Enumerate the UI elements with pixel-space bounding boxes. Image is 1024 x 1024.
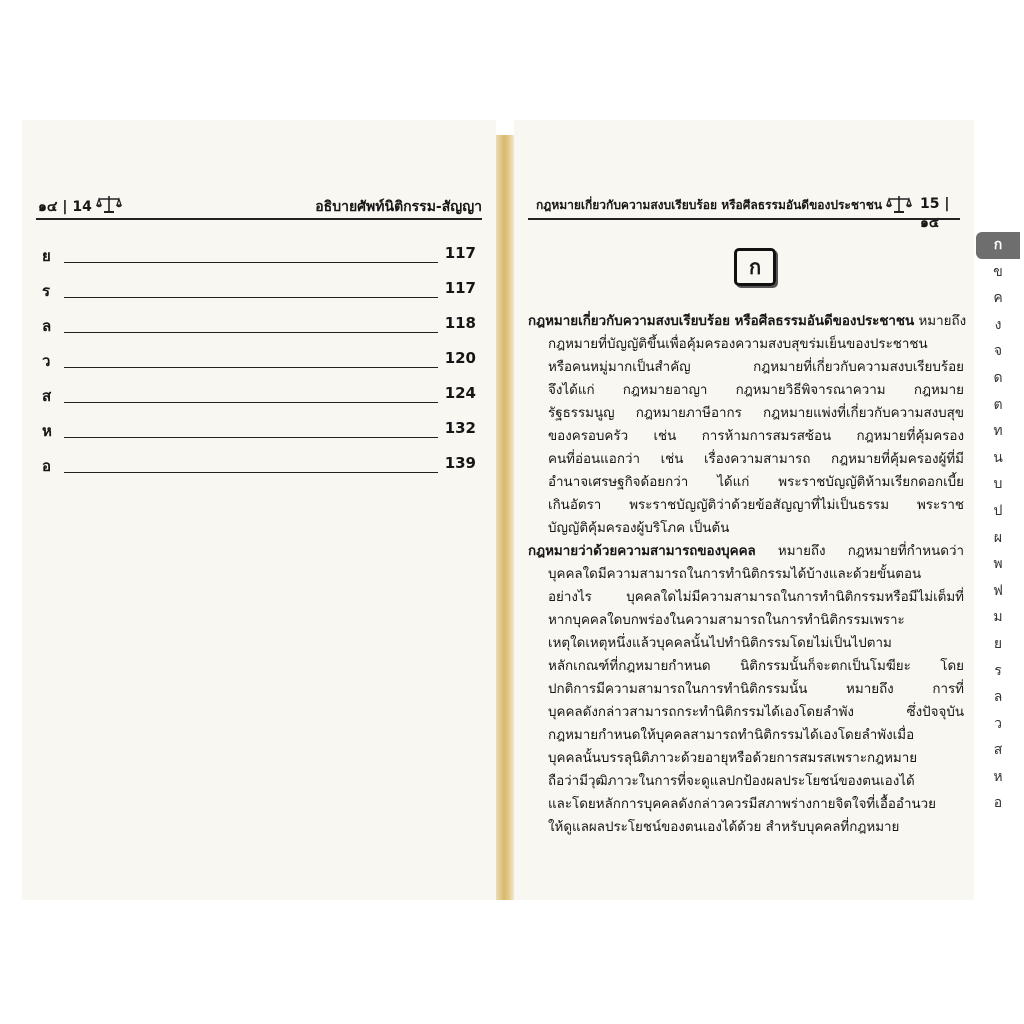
thumb-tab: ต	[993, 396, 1003, 413]
thumb-tab: อ	[993, 795, 1003, 812]
entry-text: หมายถึง กฎหมายที่กำหนดว่า	[777, 544, 964, 559]
index-letter: ย	[42, 247, 51, 265]
entry-text: บัญญัติคุ้มครองผู้บริโภค เป็นต้น	[548, 521, 730, 536]
thumb-tab: ก	[976, 232, 1020, 259]
entry-text: อำนาจเศรษฐกิจด้อยกว่า ได้แก่ พระราชบัญญัติห้ามเรียกดอกเบี้ย	[548, 475, 964, 490]
thumb-tab: ค	[993, 290, 1003, 307]
left-page-number: ๑๔ | 14	[38, 199, 92, 215]
left-page-header	[36, 194, 482, 220]
entry-text: หากบุคคลใดบกพร่องในความสามารถในการทำนิติกรรมเพราะ	[548, 613, 905, 628]
header-rule	[36, 218, 482, 220]
entry-text: กฎหมายกำหนดให้บุคคลสามารถทำนิติกรรมได้เองโดยลำพังเมื่อ	[548, 728, 915, 743]
leader-line	[64, 332, 438, 333]
glossary-entry	[528, 540, 964, 839]
entry-text: จึงได้แก่ กฎหมายอาญา กฎหมายวิธีพิจารณาความ กฎหมาย	[548, 383, 964, 398]
leader-line	[64, 402, 438, 403]
index-page-number: 124	[444, 384, 476, 402]
index-row	[42, 314, 476, 336]
index-letter: ร	[42, 282, 51, 300]
scales-of-justice-icon	[96, 194, 122, 214]
entry-text: อย่างไร บุคคลใดไม่มีความสามารถในการทำนิติกรรมหรือมีไม่เต็มที่	[548, 590, 964, 605]
glossary-body	[528, 310, 967, 839]
leader-line	[64, 297, 438, 298]
entry-text: ถือว่ามีวุฒิภาวะในการที่จะดูแลปกป้องผลประโยชน์ของตนเองได้	[548, 774, 915, 789]
thumb-tab: ผ	[993, 529, 1003, 546]
entry-text: บุคคลใดมีความสามารถในการทำนิติกรรมได้บ้างและด้วยขั้นตอน	[548, 567, 922, 582]
scales-of-justice-icon	[886, 194, 912, 214]
entry-text: เกินอัตรา พระราชบัญญัติว่าด้วยข้อสัญญาที่ไม่เป็นธรรม พระราช	[548, 498, 964, 513]
index-row	[42, 419, 476, 441]
header-rule	[528, 218, 960, 220]
thumb-tab: ท	[993, 423, 1003, 440]
index-row	[42, 384, 476, 406]
leader-line	[64, 262, 438, 263]
thumb-tab: ล	[993, 689, 1003, 706]
index-letter: ส	[42, 387, 52, 405]
index-row	[42, 454, 476, 476]
entry-text: ของครอบครัว เช่น การห้ามการสมรสซ้อน กฎหมายที่คุ้มครอง	[548, 429, 964, 444]
index-page-number: 120	[444, 349, 476, 367]
glossary-entry	[528, 310, 967, 540]
entry-text: และโดยหลักการบุคคลดังกล่าวควรมีสภาพร่างกายจิตใจที่เอื้ออำนวย	[548, 797, 936, 812]
entry-term: กฎหมายเกี่ยวกับความสงบเรียบร้อย หรือศีลธรรมอันดีของประชาชน	[528, 313, 915, 329]
entry-first-line	[528, 540, 964, 563]
entry-text: หรือคนหมู่มากเป็นสำคัญ กฎหมายที่เกี่ยวกับความสงบเรียบร้อย	[548, 360, 964, 375]
section-letter-box: ก	[734, 248, 776, 286]
entry-text: บุคคลดังกล่าวสามารถกระทำนิติกรรมได้เองโดยลำพัง ซึ่งปัจจุบัน	[548, 705, 964, 720]
index-row	[42, 279, 476, 301]
thumb-tab: ว	[994, 715, 1002, 732]
index-row	[42, 244, 476, 266]
thumb-tab: ย	[993, 635, 1003, 652]
entry-text: คนที่อ่อนแอกว่า เช่น เรื่องความสามารถ กฎหมายที่คุ้มครองผู้ที่มี	[548, 452, 964, 467]
index-page-number: 117	[444, 244, 476, 262]
thumb-tab: ม	[993, 609, 1003, 626]
index-letter: ว	[42, 352, 51, 370]
leader-line	[64, 437, 438, 438]
right-page-title: กฎหมายเกี่ยวกับความสงบเรียบร้อย หรือศีลธรรมอันดีของประชาชน	[536, 198, 883, 212]
thumb-tab: ด	[993, 369, 1003, 386]
entry-text: หลักเกณฑ์ที่กฎหมายกำหนด นิติกรรมนั้นก็จะตกเป็นโมฆียะ โดย	[548, 659, 964, 674]
index-page-number: 132	[444, 419, 476, 437]
right-page-number: 15 | ๑๕	[920, 196, 950, 231]
letter-thumb-tabs	[976, 232, 1020, 817]
book-spine	[496, 135, 514, 900]
leader-line	[64, 472, 438, 473]
thumb-tab: น	[993, 449, 1003, 466]
index-row	[42, 349, 476, 371]
entry-text: บุคคลนั้นบรรลุนิติภาวะด้วยอายุหรือด้วยการสมรสเพราะกฎหมาย	[548, 751, 918, 766]
thumb-tab: ข	[993, 263, 1003, 280]
thumb-tab: บ	[993, 476, 1003, 493]
entry-text: ปกติการมีความสามารถในการทำนิติกรรมนั้น หมายถึง การที่	[548, 682, 964, 697]
index-letter: ห	[42, 422, 52, 440]
left-page	[22, 120, 496, 900]
thumb-tab: ฟ	[993, 582, 1003, 599]
right-page-header	[528, 194, 960, 231]
thumb-tab: ร	[994, 662, 1002, 679]
entry-text: เหตุใดเหตุหนึ่งแล้วบุคคลนั้นไปทำนิติกรรมโดยไม่เป็นไปตาม	[548, 636, 892, 651]
thumb-tab: จ	[993, 343, 1003, 360]
entry-first-line	[528, 310, 967, 333]
entry-text: หมายถึง	[918, 314, 967, 329]
index-page-number: 139	[444, 454, 476, 472]
entry-text: ให้ดูแลผลประโยชน์ของตนเองได้ด้วย สำหรับบุคคลที่กฎหมาย	[548, 820, 900, 835]
leader-line	[64, 367, 438, 368]
index-page-number: 117	[444, 279, 476, 297]
left-page-title: อธิบายศัพท์นิติกรรม-สัญญา	[315, 199, 482, 215]
index-letter: อ	[42, 457, 52, 475]
index-page-number: 118	[444, 314, 476, 332]
entry-term: กฎหมายว่าด้วยความสามารถของบุคคล	[528, 543, 756, 559]
thumb-tab: ป	[993, 502, 1003, 519]
index-letter: ล	[42, 317, 52, 335]
thumb-tab: ห	[993, 768, 1003, 785]
entry-text: รัฐธรรมนูญ กฎหมายภาษีอากร กฎหมายแพ่งที่เกี่ยวกับความสงบสุข	[548, 406, 964, 421]
right-page	[514, 120, 974, 900]
thumb-tab: ส	[993, 742, 1003, 759]
thumb-tab: พ	[993, 556, 1003, 573]
thumb-tab: ง	[994, 316, 1002, 333]
entry-text: กฎหมายที่บัญญัติขึ้นเพื่อคุ้มครองความสงบสุขร่มเย็นของประชาชน	[548, 337, 928, 352]
